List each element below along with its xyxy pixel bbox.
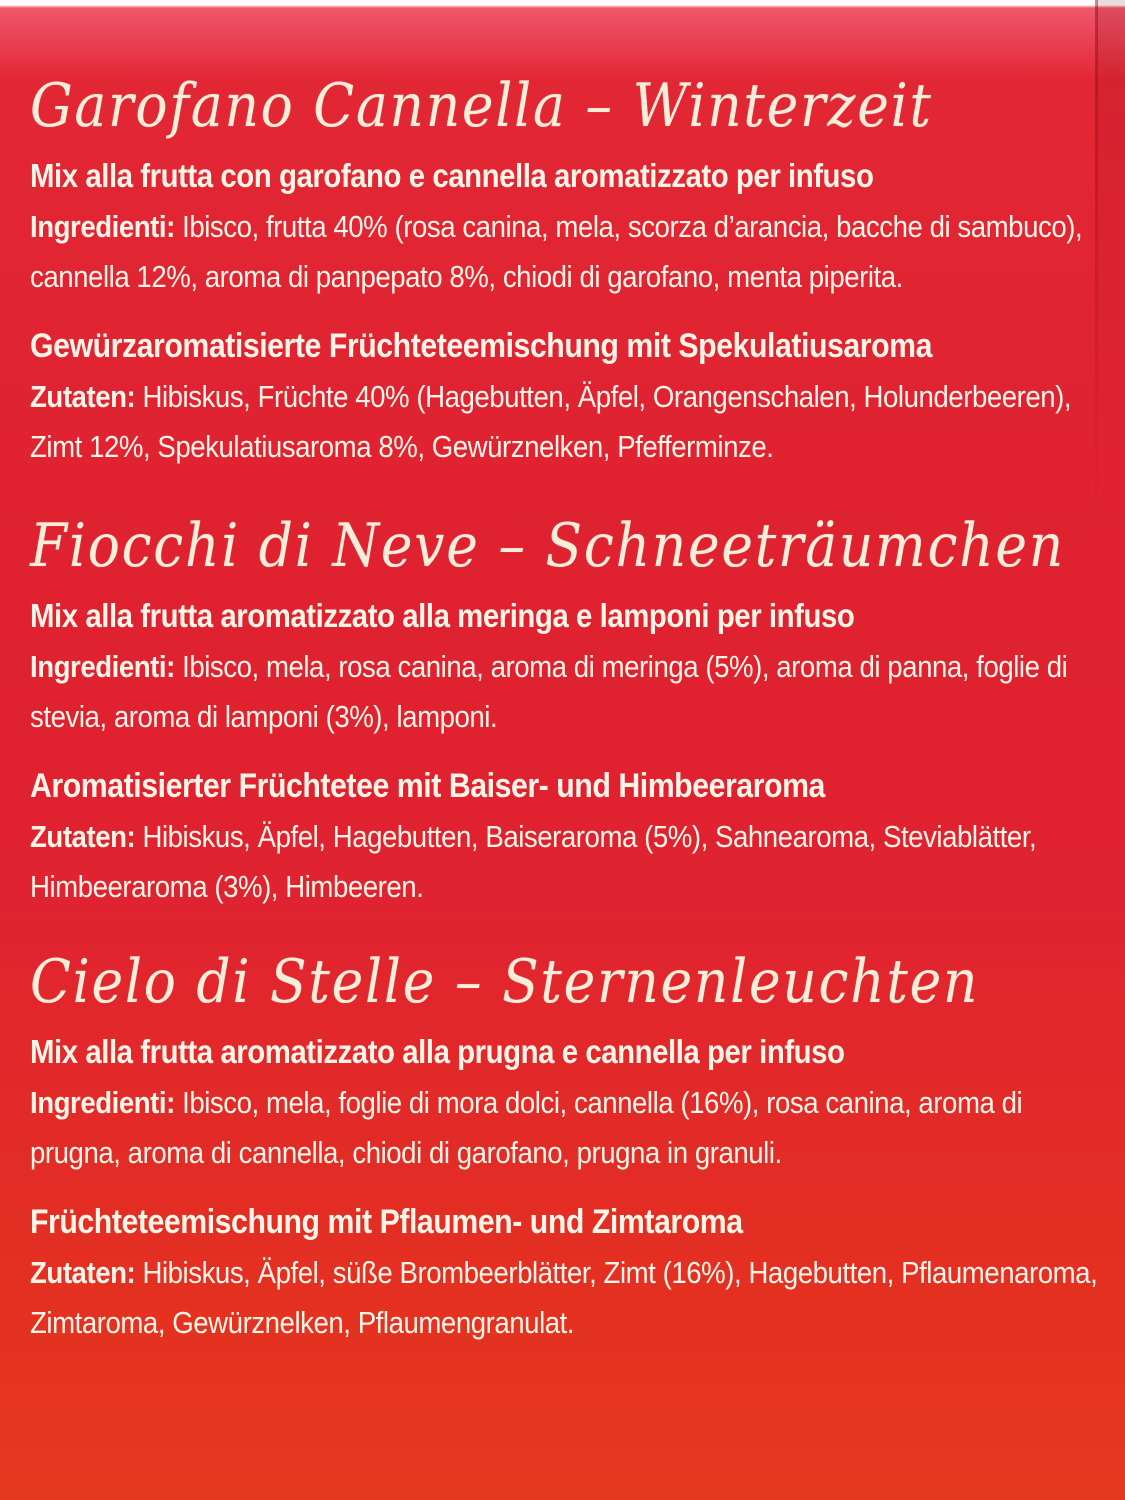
- italian-description: Mix alla frutta aromatizzato alla meringa e lamponi per infuso: [30, 597, 855, 634]
- zutaten-label: Zutaten:: [30, 1255, 136, 1290]
- german-ingredients: [30, 1248, 1098, 1348]
- tea-section-fiocchi-di-neve: [30, 512, 1098, 912]
- tea-section-cielo-di-stelle: [30, 948, 1098, 1348]
- german-description: Aromatisierter Früchtetee mit Baiser- und Himbeeraroma: [30, 767, 825, 805]
- ingredients-text: Ibisco, frutta 40% (rosa canina, mela, scorza d’arancia, bacche di sambuco), cannella 12%, aroma di panpepato 8%, chiodi di garofano, menta piperita.: [30, 209, 1083, 294]
- italian-description: Mix alla frutta con garofano e cannella aromatizzato per infuso: [30, 157, 874, 194]
- ingredients-text: Ibisco, mela, rosa canina, aroma di meringa (5%), aroma di panna, foglie di stevia, aroma di lamponi (3%), lamponi.: [30, 649, 1068, 734]
- zutaten-label: Zutaten:: [30, 819, 136, 854]
- section-title: Garofano Cannella – Winterzeit: [30, 71, 933, 141]
- zutaten-text: Hibiskus, Äpfel, Hagebutten, Baiseraroma (5%), Sahnearoma, Steviablätter, Himbeeraroma (3%), Himbeeren.: [30, 819, 1037, 904]
- package-edge-shading: [1097, 0, 1125, 460]
- ingredients-text: Ibisco, mela, foglie di mora dolci, cannella (16%), rosa canina, aroma di prugna, aroma di cannella, chiodi di garofano, prugna in granuli.: [30, 1085, 1023, 1170]
- german-description: Gewürzaromatisierte Früchteteemischung mit Spekulatiusaroma: [30, 327, 932, 365]
- ingredients-label: Ingredienti:: [30, 1085, 175, 1120]
- tea-section-garofano-cannella: [30, 72, 1098, 472]
- italian-ingredients: [30, 1078, 1098, 1178]
- italian-ingredients: [30, 642, 1098, 742]
- german-ingredients: [30, 812, 1098, 912]
- ingredients-label: Ingredienti:: [30, 209, 175, 244]
- italian-ingredients: [30, 202, 1098, 302]
- zutaten-text: Hibiskus, Äpfel, süße Brombeerblätter, Zimt (16%), Hagebutten, Pflaumenaroma, Zimtaroma, Gewürznelken, Pflaumengranulat.: [30, 1255, 1098, 1340]
- zutaten-text: Hibiskus, Früchte 40% (Hagebutten, Äpfel, Orangenschalen, Holunderbeeren), Zimt 12%, Spekulatiusaroma 8%, Gewürznelken, Pfefferminze.: [30, 379, 1072, 464]
- german-description: Früchteteemischung mit Pflaumen- und Zimtaroma: [30, 1203, 743, 1241]
- italian-description: Mix alla frutta aromatizzato alla prugna e cannella per infuso: [30, 1033, 845, 1070]
- label-text-content: [30, 0, 1098, 1348]
- german-ingredients: [30, 372, 1098, 472]
- section-title: Cielo di Stelle – Sternenleuchten: [30, 947, 980, 1017]
- ingredients-label: Ingredienti:: [30, 649, 175, 684]
- zutaten-label: Zutaten:: [30, 379, 136, 414]
- section-title: Fiocchi di Neve – Schneeträumchen: [30, 511, 1065, 581]
